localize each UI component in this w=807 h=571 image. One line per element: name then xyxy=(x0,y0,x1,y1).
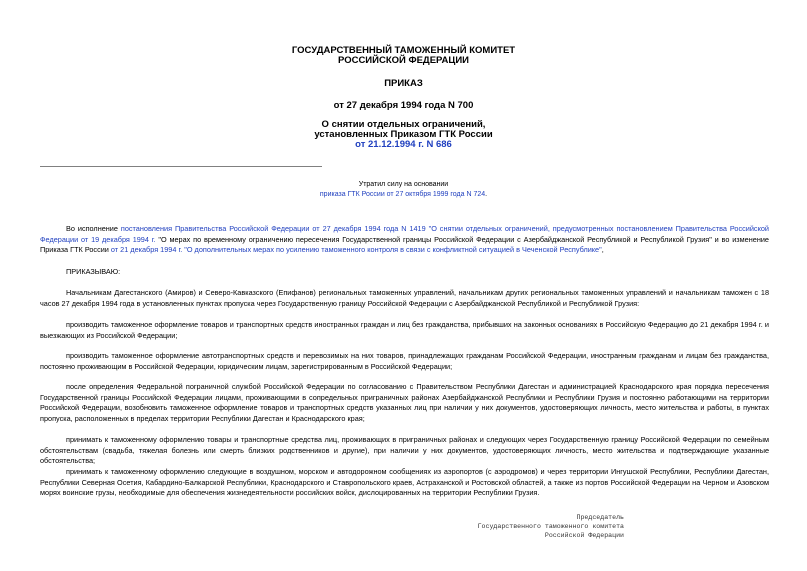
org-name-line2: РОССИЙСКОЙ ФЕДЕРАЦИИ xyxy=(337,55,469,66)
title-reference-link[interactable]: от 21.12.1994 г. N 686 xyxy=(355,139,452,150)
doc-title-line2: установленных Приказом ГТК России xyxy=(314,129,493,140)
signature-line2: Государственного таможенного комитета xyxy=(477,523,624,530)
doc-title-link-line xyxy=(0,140,807,150)
status-note-line1: Утратил силу на основании xyxy=(358,181,449,188)
paragraph-1: Начальникам Дагестанского (Амиров) и Северо-Кавказского (Епифанов) региональных таможенных управлений, начальникам других региональных таможенных управлений и начальникам таможен с 18 часов 27 декабря 1994 года в установленных пунктах пропуска через Государственную границу Российской Федерации с Азербайджанской Республикой и Республикой Грузия: xyxy=(40,288,769,308)
signature-line1: Председатель xyxy=(576,514,624,521)
paragraph-4: после определения Федеральной пограничной службой Российской Федерации по согласованию с Правительством Республики Дагестан и администрацией Краснодарского края порядка пересечения Государственной границы Российской Федерации лицами, проживающими в сопредельных приграничных районах Азербайджанской Республики и Республики Грузия и постоянно работающими на территории Российской Федерации, возобновить таможенное оформление товаров и транспортных средств указанных лиц при наличии у них документов, удостоверяющих личность, место жительства и работы, в пунктах пропуска, расположенных в пределах территории Республики Дагестан и Краснодарского края; xyxy=(40,382,769,423)
signature-line3: Российской Федерации xyxy=(544,532,624,539)
government-resolution-link[interactable]: постановления Правительства Российской Федерации от 27 декабря 1994 года N 1419 "О снятии отдельных ограничений, предусмотренных постановлением Правительства Российской Федерации от 19 декабря 1994 г. xyxy=(40,224,769,244)
doc-title-line1: О снятии отдельных ограничений, xyxy=(321,119,486,130)
paragraph-2: производить таможенное оформление товаров и транспортных средств иностранных граждан и лиц без гражданства, прибывших на законных основаниях в Российскую Федерацию до 21 декабря 1994 г. и выезжающих из Российской Федерации; xyxy=(40,320,769,340)
org-name-line1: ГОСУДАРСТВЕННЫЙ ТАМОЖЕННЫЙ КОМИТЕТ xyxy=(291,45,516,56)
doc-type: ПРИКАЗ xyxy=(384,78,423,89)
repeal-order-link[interactable]: приказа ГТК России от 27 октября 1999 года N 724 xyxy=(319,191,486,198)
paragraph-3: производить таможенное оформление автотранспортных средств и перевозимых на них товаров, принадлежащих гражданам Российской Федерации, иностранным гражданам и лицам без гражданства, постоянно проживающим в Российской Федерации, юридическим лицам, зарегистрированным в Российской Федерации; xyxy=(40,351,769,371)
gtk-order-link[interactable]: от 21 декабря 1994 г. "О дополнительных мерах по усилению таможенного контроля в связи с конфликтной ситуацией в Чеченской Республике" xyxy=(110,245,602,255)
order-word: ПРИКАЗЫВАЮ: xyxy=(66,267,121,276)
paragraph-6: принимать к таможенному оформлению следующие в воздушном, морском и автодорожном сообщениях из аэропортов (с аэродромов) и через территории Ингушской Республики, Республики Дагестан, Республики Северная Осетия, Кабардино-Балкарской Республики, Краснодарского и Ставропольского краев, Астраханской и Ростовской областей, а также из портов Российской Федерации на Черном и Азовском морях воинские грузы, необходимые для обеспечения жизнедеятельности российских войск, дислоцированных на территории Республики Грузия. xyxy=(40,467,769,498)
paragraph-5: принимать к таможенному оформлению товары и транспортные средства лиц, проживающих в приграничных районах и следующих через Государственную границу Российской Федерации по семейным обстоятельствам (свадьба, тяжелая болезнь или смерть близких родственников и другие), при наличии у них документов, удостоверяющих личность, место жительства и подтверждающие указанные обстоятельства; xyxy=(40,435,769,466)
status-note-line2: приказа ГТК России от 27 октября 1999 года N 724. xyxy=(319,191,488,198)
intro-paragraph: Во исполнение постановления Правительства Российской Федерации от 27 декабря 1994 года N 1419 "О снятии отдельных ограничений, предусмотренных постановлением Правительства Российской Федерации от 19 декабря 1994 г. "О мерах по временному ограничению пересечения Государственной границы Российской Федерации с Азербайджанской Республикой и Республикой Грузия" и во изменение Приказа ГТК России от 21 декабря 1994 г. "О дополнительных мерах по усилению таможенного контроля в связи с конфликтной ситуацией в Чеченской Республике", xyxy=(40,224,769,255)
doc-date-number: от 27 декабря 1994 года N 700 xyxy=(333,100,474,111)
separator-rule xyxy=(40,166,322,167)
